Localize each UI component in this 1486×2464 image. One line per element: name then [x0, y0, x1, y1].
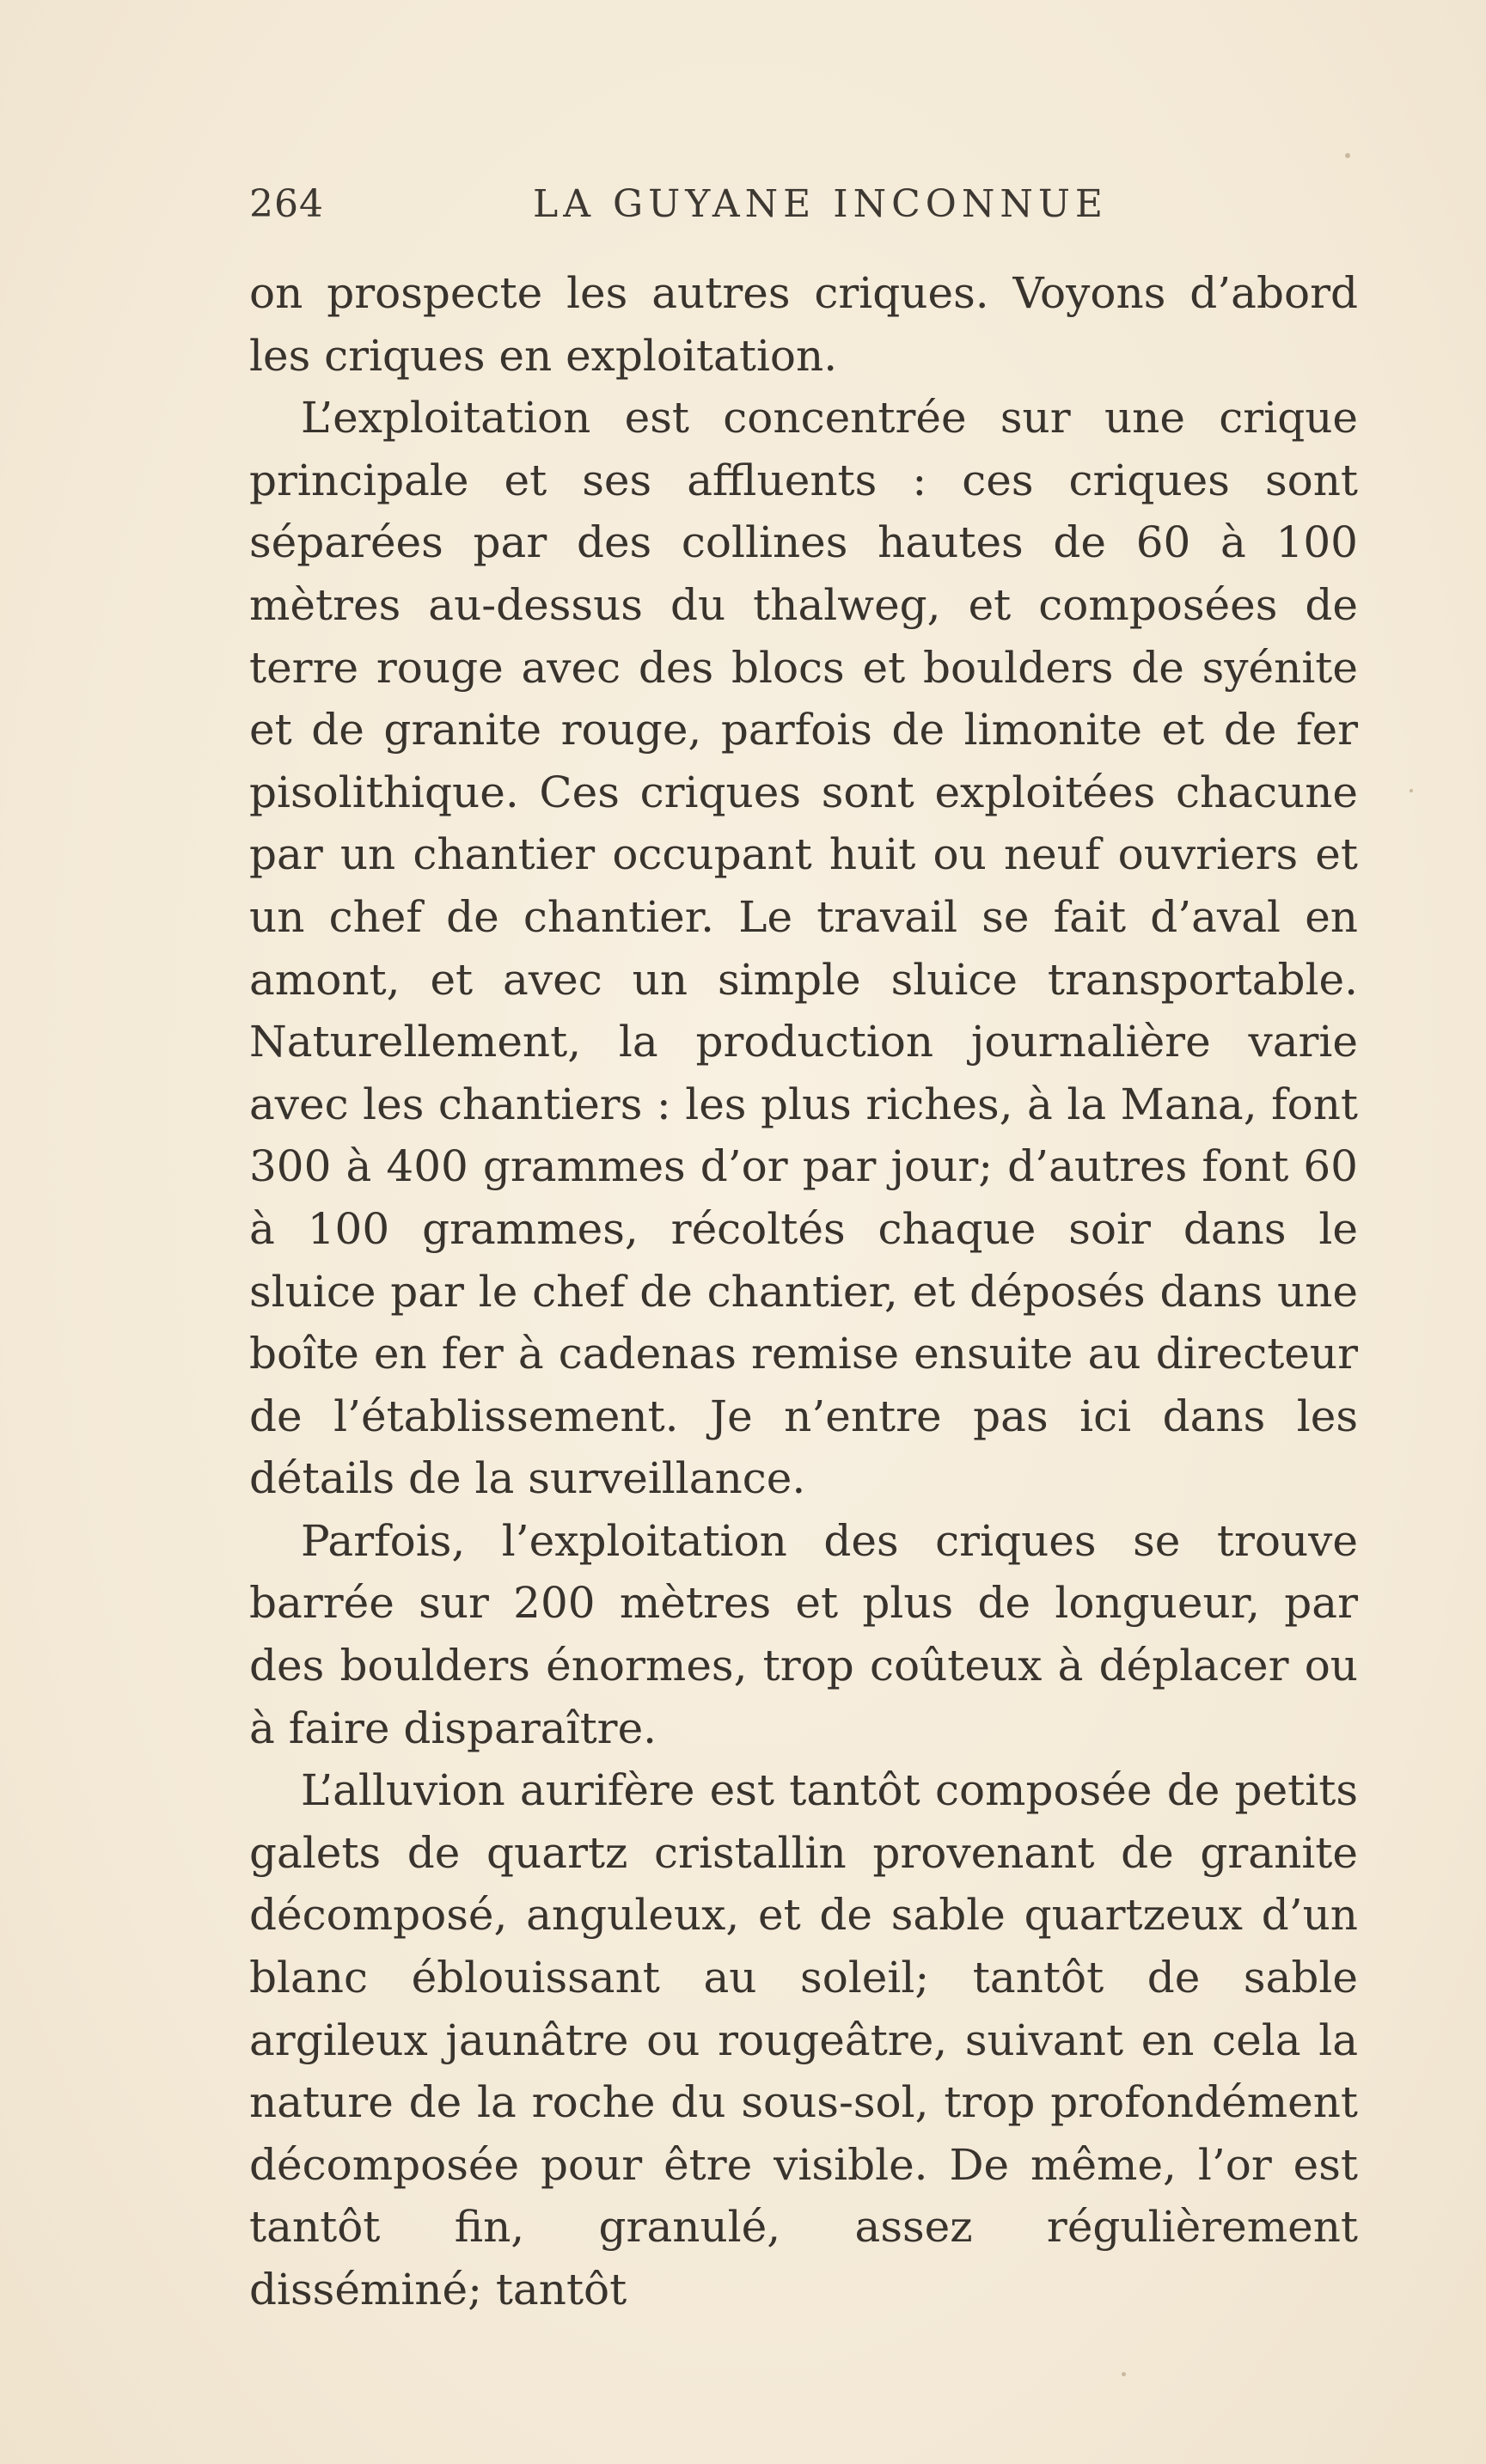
paper-speck — [1410, 789, 1413, 792]
paragraph-2: L’exploitation est concentrée sur une crique principale et ses affluents : ces criques sont séparées par des collines hautes de 60 à 100 mètres au-dessus du thalweg, et composées de terre rouge avec des blocs et boulders de syénite et de granite rouge, parfois de limonite et de fer pisolithique. Ces criques sont exploitées chacune par un chantier occupant huit ou neuf ouvriers et un chef de chantier. Le travail se fait d’aval en amont, et avec un simple sluice transportable. Naturellement, la production journalière varie avec les chantiers : les plus riches, à la Mana, font 300 à 400 grammes d’or par jour; d’autres font 60 à 100 grammes, récoltés chaque soir dans le sluice par le chef de chantier, et déposés dans une boîte en fer à cadenas remise ensuite au directeur de l’établissement. Je n’entre pas ici dans les détails de la surveillance. — [249, 393, 1358, 1504]
page-header — [249, 182, 1109, 234]
body-text — [249, 262, 1358, 2321]
paragraph-1: on prospecte les autres criques. Voyons d’abord les criques en exploitation. — [249, 268, 1358, 381]
page-number: 264 — [249, 182, 324, 226]
paragraph-3: Parfois, l’exploitation des criques se trouve barrée sur 200 mètres et plus de longueur, par des boulders énormes, trop coûteux à déplacer ou à faire disparaître. — [249, 1515, 1358, 1753]
running-title: LA GUYANE INCONNUE — [533, 182, 1109, 226]
paragraph-4: L’alluvion aurifère est tantôt composée de petits galets de quartz cristallin provenant de granite décomposé, anguleux, et de sable quartzeux d’un blanc éblouissant au soleil; tantôt de sable argileux jaunâtre ou rougeâtre, suivant en cela la nature de la roche du sous-sol, trop profondément décomposée pour être visible. De même, l’or est tantôt fin, granulé, assez régulièrement disséminé; tantôt — [249, 1765, 1358, 2314]
paper-speck — [1122, 2372, 1126, 2376]
paper-speck — [1345, 153, 1350, 158]
